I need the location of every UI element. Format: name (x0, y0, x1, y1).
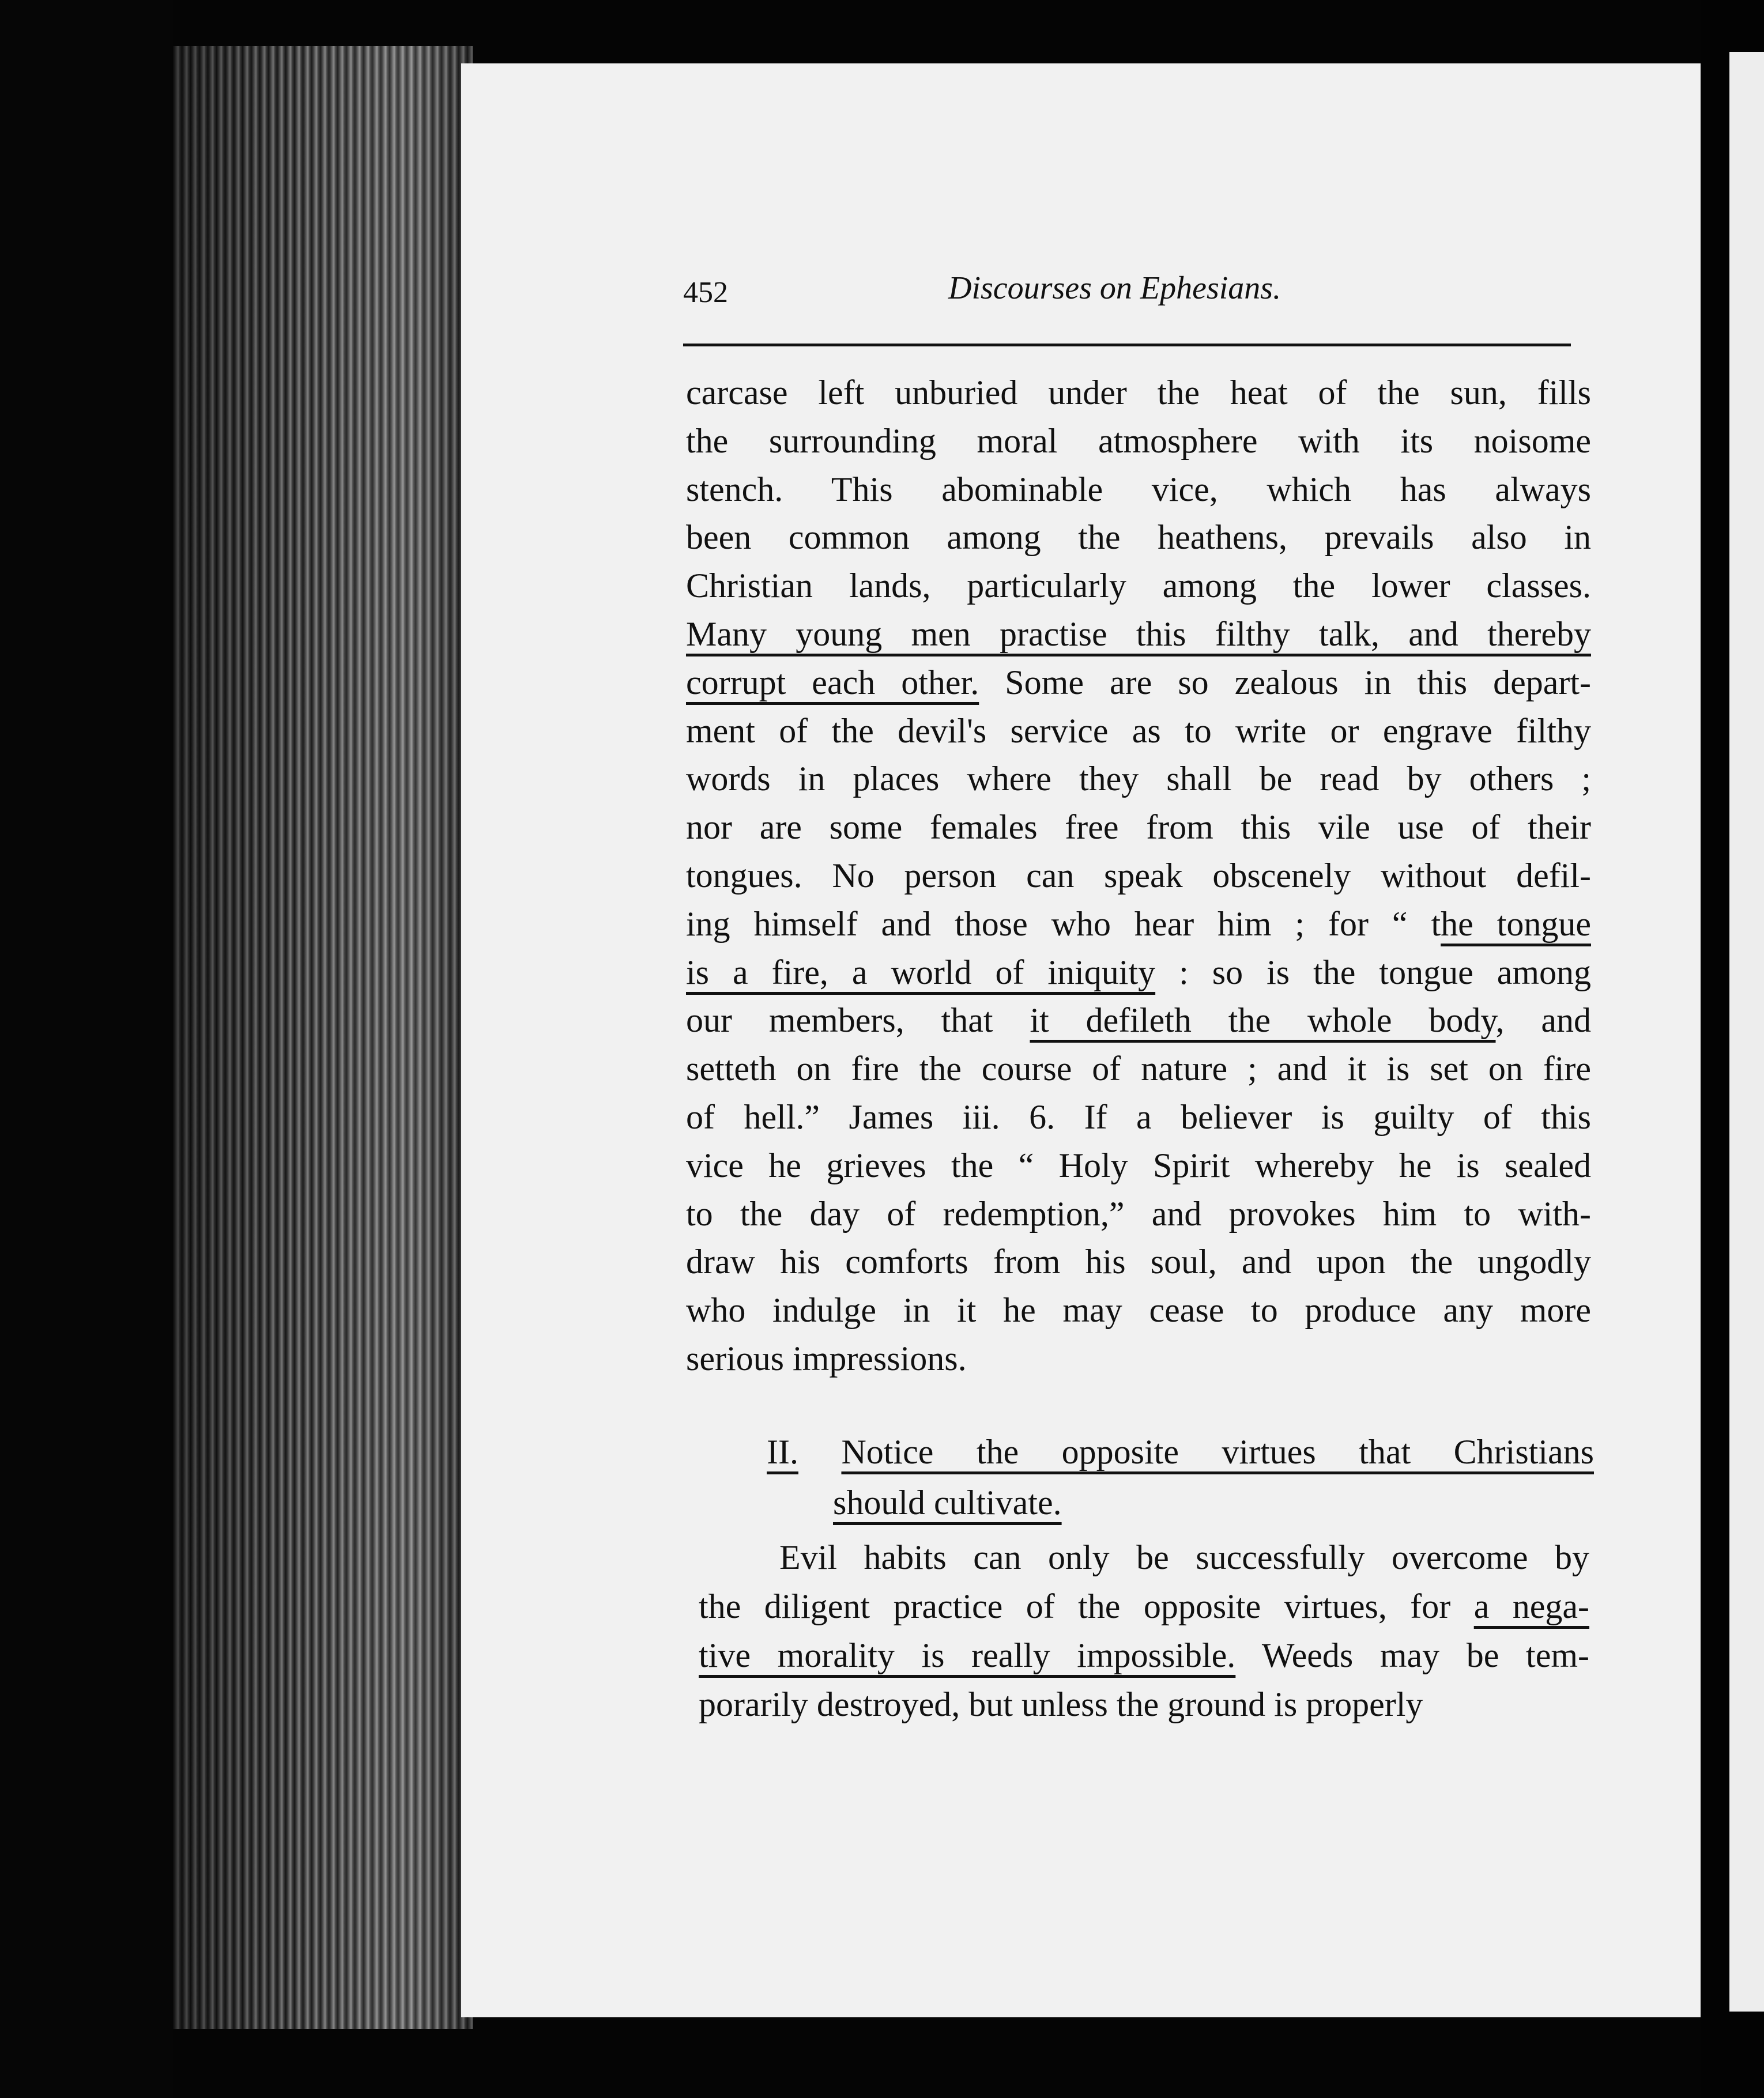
facing-page-edge (1701, 0, 1764, 2098)
underlined-phrase: II. (767, 1433, 798, 1471)
text-line (686, 997, 1591, 1045)
underlined-phrase: is a fire, a world of iniquity (686, 953, 1156, 991)
binding-gutter (0, 0, 173, 2098)
text-segment: Some are so zealous in this depart- (979, 663, 1591, 701)
text-segment: tongues. No person can speak obscenely without defil- (686, 856, 1591, 895)
text-line (686, 659, 1591, 707)
page-edges (173, 46, 473, 2029)
text-line (686, 369, 1591, 417)
text-line (686, 417, 1591, 466)
header-rule (683, 344, 1571, 346)
text-segment: our members, that (686, 1001, 1030, 1040)
text-segment: serious impressions. (686, 1339, 967, 1378)
text-segment: words in places where they shall be read by others ; (686, 760, 1591, 798)
underlined-phrase: Many young men practise this filthy talk, and thereby (686, 614, 1591, 653)
text-segment (798, 1433, 841, 1471)
text-line (686, 610, 1591, 659)
text-segment: draw his comforts from his soul, and upon the ungodly (686, 1243, 1591, 1281)
text-line (686, 1286, 1591, 1335)
underlined-phrase: he tongue (1441, 904, 1591, 943)
text-segment: the diligent practice of the opposite virtues, for (699, 1587, 1474, 1625)
text-line (767, 1427, 1594, 1477)
underlined-phrase: corrupt each other. (686, 663, 979, 701)
text-line (686, 852, 1591, 900)
text-line (686, 1093, 1591, 1142)
text-line (686, 949, 1591, 997)
text-line (686, 466, 1591, 514)
text-segment: Evil habits can only be successfully overcome by (779, 1538, 1589, 1576)
text-segment: : so is the tongue among (1155, 953, 1591, 991)
text-segment: who indulge in it he may cease to produce any more (686, 1291, 1591, 1330)
text-line (699, 1582, 1589, 1631)
text-line (686, 1190, 1591, 1239)
text-line (686, 707, 1591, 756)
paragraph-2 (699, 1533, 1589, 1729)
text-line (767, 1477, 1594, 1528)
underlined-phrase: Notice the opposite virtues that Christians (841, 1433, 1594, 1471)
text-segment: Christian lands, particularly among the lower classes. (686, 567, 1591, 605)
paragraph-1 (686, 369, 1591, 1383)
page-number: 452 (683, 276, 728, 309)
text-segment: been common among the heathens, prevails also in (686, 518, 1591, 557)
text-line (686, 1335, 1591, 1383)
text-segment: carcase left unburied under the heat of the sun, fills (686, 373, 1591, 412)
text-segment: setteth on fire the course of nature ; and it is set on fire (686, 1050, 1591, 1088)
text-line (699, 1631, 1589, 1680)
text-line (686, 755, 1591, 803)
underlined-phrase: tive morality is really impossible. (699, 1636, 1236, 1674)
text-segment: stench. This abominable vice, which has always (686, 470, 1591, 508)
text-line (686, 514, 1591, 562)
section-heading (767, 1427, 1594, 1528)
text-segment: of hell.” James iii. 6. If a believer is guilty of this (686, 1097, 1591, 1136)
running-title: Discourses on Ephesians. (948, 270, 1281, 306)
text-line (686, 562, 1591, 610)
text-segment: vice he grieves the “ Holy Spirit whereby he is sealed (686, 1146, 1591, 1184)
underlined-phrase: should cultivate. (833, 1484, 1062, 1522)
text-line (686, 900, 1591, 949)
text-segment: ing himself and those who hear him ; for “ t (686, 904, 1441, 943)
text-segment: to the day of redemption,” and provokes him to with- (686, 1194, 1591, 1233)
running-head (683, 265, 1571, 317)
text-line (686, 1045, 1591, 1093)
text-segment: the surrounding moral atmosphere with its noisome (686, 421, 1591, 460)
text-segment: Weeds may be tem- (1235, 1636, 1589, 1674)
text-segment: nor are some females free from this vile use of their (686, 808, 1591, 847)
text-segment: ment of the devil's service as to write or engrave filthy (686, 711, 1591, 750)
text-line (699, 1680, 1589, 1729)
text-line (686, 803, 1591, 852)
text-line (686, 1238, 1591, 1286)
text-line (699, 1533, 1589, 1582)
underlined-phrase: a nega- (1473, 1587, 1589, 1625)
underlined-phrase: it defileth the whole body (1030, 1001, 1496, 1040)
text-segment: , and (1495, 1001, 1591, 1040)
text-segment: porarily destroyed, but unless the ground is properly (699, 1685, 1423, 1723)
text-line (686, 1142, 1591, 1190)
